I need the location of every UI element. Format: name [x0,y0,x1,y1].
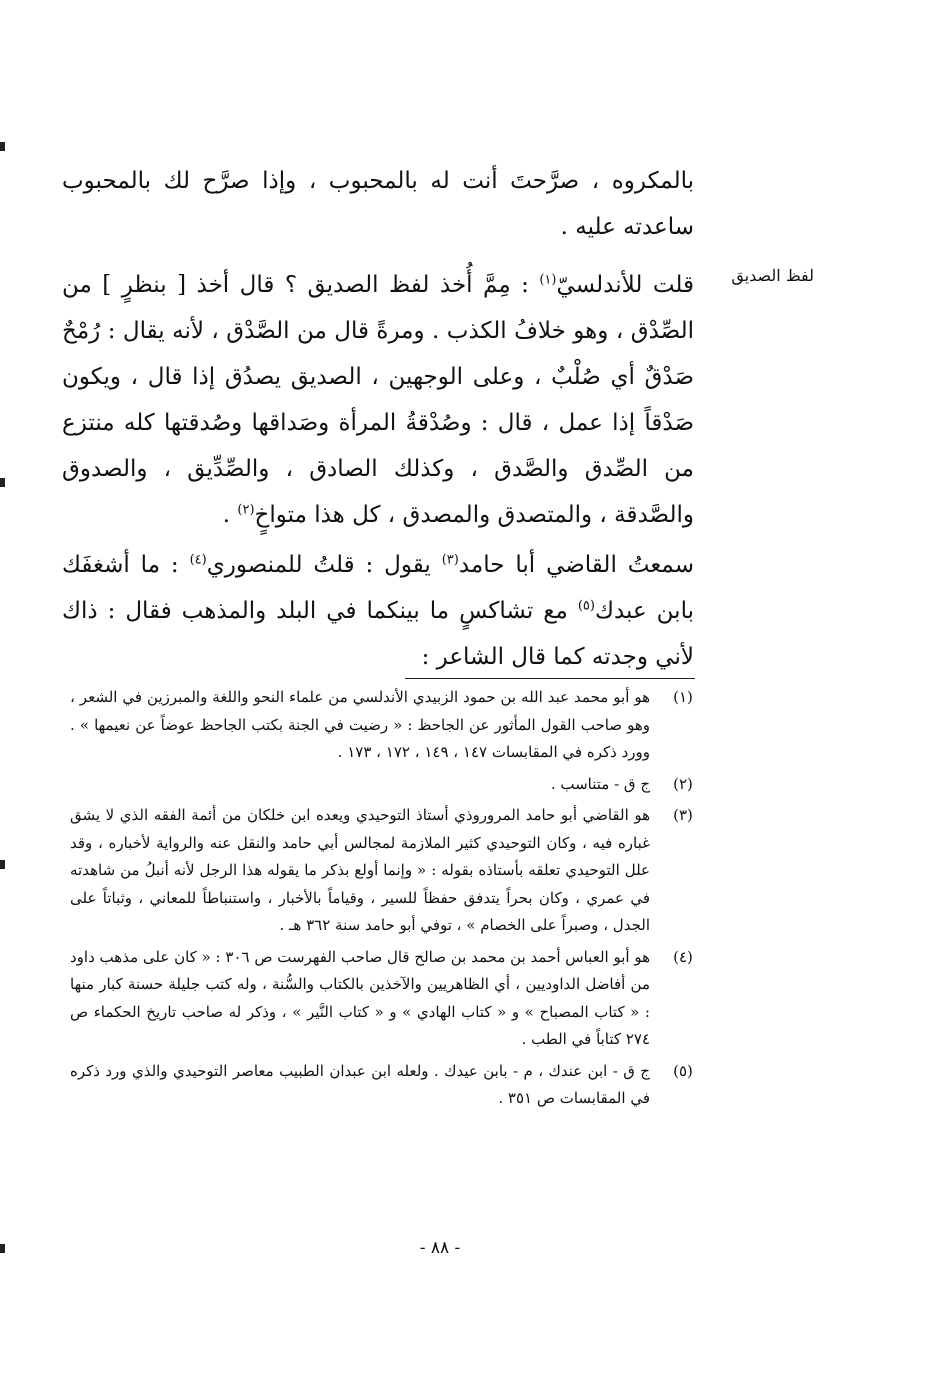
footnote-text: هو القاضي أبو حامد المروروذي أستاذ التوحيدي ويعده ابن خلكان من أئمة الفقه الذي لا يشق غباره فيه ، وكان التوحيدي كثير الملازمة لمجالس أبي حامد والنقل عنه والرواية لأخباره ، وقد علل التوحيدي تعلقه بأستاذه بقوله : « وإنما أولع بذكر ما يقوله هذا الرجل لأنه أنبلُ من شاهدته في عمري ، وكان بحراً يتدفق حفظاً للسير ، وقياماً بالأخبار ، واستنباطاً للمعاني ، وثباتاً على الجدل ، وصبراً على الخصام » ، توفي أبو حامد سنة ٣٦٢ هـ . [70,806,650,934]
footnote-number: (٤) [673,947,693,966]
footnote [70,771,700,799]
edge-mark [0,860,5,869]
footnote-ref-5[interactable]: (٥) [577,598,595,614]
footnote-divider [405,678,695,679]
footnote-ref-1[interactable]: (١) [539,272,557,288]
paragraph-1 [62,158,694,250]
paragraph-3-text: : ما أشغفَك بابن عبدك [62,552,694,624]
paragraph-2-text: قلت للأندلسيّ [556,272,695,298]
paragraph-2 [62,262,694,538]
footnote-text: هو أبو محمد عبد الله بن حمود الزبيدي الأندلسي من علماء النحو واللغة والمبرزين في الشعر ، وهو صاحب القول المأثور عن الجاحظ : « رضيت في الجنة بكتب الجاحظ عوضاً عن نعيمها » . وورد ذكره في المقابسات ١٤٧ ، ١٤٩ ، ١٧٢ ، ١٧٣ . [70,688,650,761]
footnote-text: هو أبو العباس أحمد بن محمد بن صالح قال صاحب الفهرست ص ٣٠٦ : « كان على مذهب داود من أفاضل الداوديين ، أي الظاهريين والآخذين بالكتاب والسُّنة ، وله كتب جليلة حسنة كبار منها : « كتاب المصباح » و « كتاب الهادي » و « كتاب النَّير » ، وذكر له صاحب تاريخ الحكماء ص ٢٧٤ كتاباً في الطب . [70,947,650,1048]
page-number: - ٨٨ - [419,1238,461,1258]
footnote-number: (٢) [673,774,693,793]
footnote [70,684,700,767]
paragraph-1-text: بالمكروه ، صرَّحتَ أنت له بالمحبوب ، وإذا صرَّح لك بالمحبوب ساعدته عليه . [62,168,694,240]
footnote-ref-4[interactable]: (٤) [189,552,207,568]
paragraph-3 [62,542,694,680]
edge-mark [0,142,5,151]
footnotes [70,684,700,1117]
paragraph-2-text: . [222,502,238,528]
paragraph-3-text: سمعتُ القاضي أبا حامد [458,552,694,578]
footnote-number: (١) [673,688,693,706]
footnote-text: ج ق - ابن عندك ، م - بابن عيدك . ولعله ابن عبدان الطبيب معاصر التوحيدي والذي ورد ذكره في المقابسات ص ٣٥١ . [70,1061,650,1107]
footnote-ref-3[interactable]: (٣) [441,552,459,568]
side-heading: لفظ الصديق [731,266,814,285]
footnote-text: ج ق - متناسب . [550,774,650,793]
paragraph-2-text: : مِمَّ أُخذ لفظ الصديق ؟ قال أخذ [ بنظرٍ ] من الصِّدْق ، وهو خلافُ الكذب . ومرةً قال من الصَّدْق ، لأنه يقال : رُمْحٌ صَدْقٌ أي صُلْبٌ ، وعلى الوجهين ، الصديق يصدُق إذا قال ، ويكون صَدْقاً إذا عمل ، قال : وصُدْقةُ المرأة وصَداقها وصُدقتها كله منتزع من الصِّدق والصَّدق ، وكذلك الصادق ، والصِّدِّيق ، والصدوق والصَّدقة ، والمتصدق والمصدق ، كل هذا متواخٍ [62,272,694,528]
paragraph-3-text: مع تشاكسٍ ما بينكما في البلد والمذهب فقال : ذاك لأني وجدته كما قال الشاعر : [62,598,694,670]
footnote-number: (٣) [673,806,693,824]
footnote [70,802,700,940]
edge-mark [0,478,5,487]
paragraph-3-text: يقول : قلتُ للمنصوري [206,552,442,578]
footnote-number: (٥) [673,1061,693,1080]
footnote [70,1058,700,1113]
footnote-ref-2[interactable]: (٢) [237,502,255,518]
footnote [70,944,700,1054]
